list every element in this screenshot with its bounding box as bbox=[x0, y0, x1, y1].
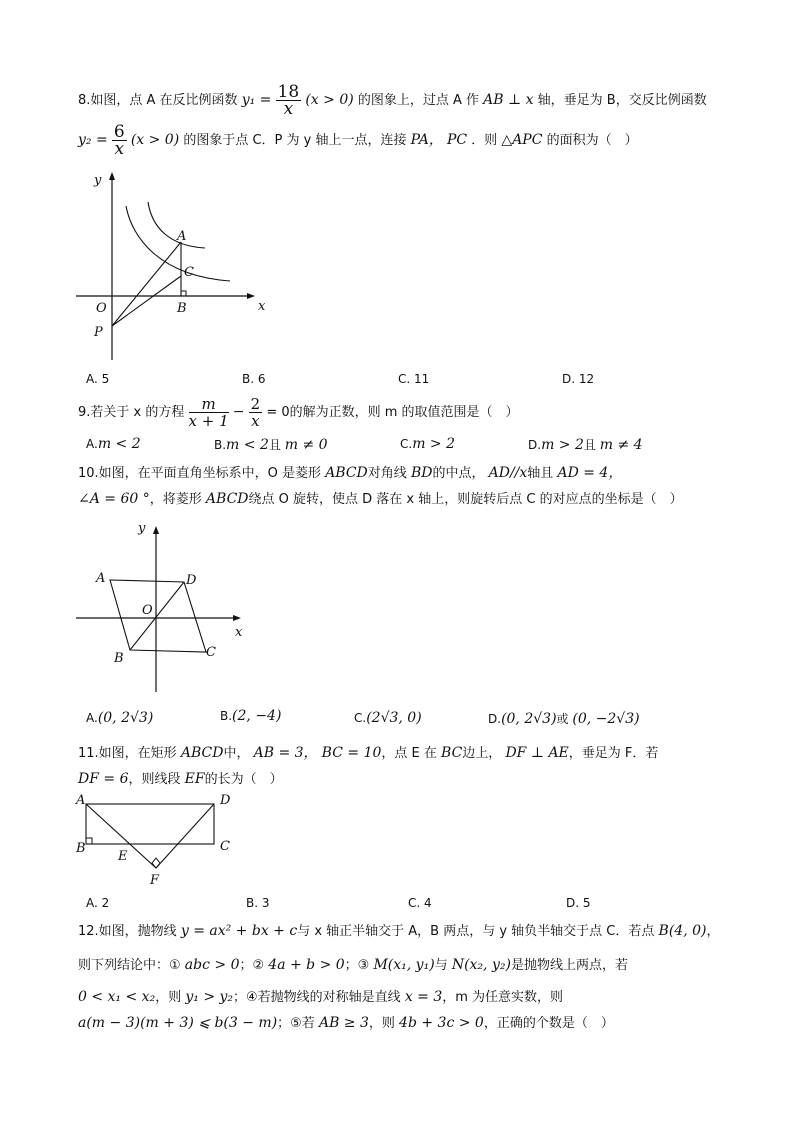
q10-figure bbox=[70, 512, 270, 702]
q11-line1: 11.如图，在矩形 ABCD中， AB = 3， BC = 10，点 E 在 BC边上， DF ⊥ AE，垂足为 F．若 bbox=[78, 745, 659, 761]
q8-pc: PC bbox=[446, 132, 468, 148]
q8-option-c[interactable]: C. 11 bbox=[398, 372, 430, 386]
q11-label-f: F bbox=[150, 873, 160, 888]
q9-text: = 0的解为正数，则 m 的取值范围是（ ） bbox=[266, 405, 519, 420]
q9-option-c[interactable]: C.m > 2 bbox=[400, 436, 456, 452]
q8-cond2: (x > 0) bbox=[130, 132, 180, 148]
q11-segment-df bbox=[156, 804, 214, 868]
q11-line2: DF = 6，则线段 EF的长为（ ） bbox=[78, 771, 283, 787]
q11-label-d: D bbox=[220, 793, 231, 808]
q8-right-angle bbox=[181, 291, 186, 296]
q9-fraction-2: $\frac{2}{x}$ bbox=[250, 395, 261, 430]
q10-label-x: x bbox=[235, 625, 243, 640]
q8-text: ．则 bbox=[471, 133, 498, 148]
q11-label-c: C bbox=[220, 839, 230, 854]
q8-triangle: △APC bbox=[501, 132, 543, 148]
q8-y-arrow bbox=[109, 172, 115, 180]
q10-line1: 10.如图，在平面直角坐标系中，O 是菱形 ABCD对角线 BD的中点， AD//x轴且 AD = 4， bbox=[78, 465, 623, 481]
q11-rectangle bbox=[86, 804, 214, 844]
q8-perp: AB ⊥ x bbox=[483, 92, 534, 108]
q8-label-p: P bbox=[94, 325, 103, 340]
q8-option-a[interactable]: A. 5 bbox=[86, 372, 110, 386]
q8-option-b[interactable]: B. 6 bbox=[242, 372, 266, 386]
q12-line2: 则下列结论中：① abc > 0；② 4a + b > 0；③ M(x₁, y₁)与 N(x₂, y₂)是抛物线上两点，若 bbox=[78, 957, 628, 973]
q9-fraction-m: $\frac{m}{x + 1}$ bbox=[188, 395, 229, 430]
q9-option-d[interactable]: D.m > 2且 m ≠ 4 bbox=[528, 437, 643, 453]
q12-line4: a(m − 3)(m + 3) ⩽ b(3 − m)；⑤若 AB ≥ 3，则 4b + 3c > 0，正确的个数是（ ） bbox=[78, 1015, 614, 1031]
q11-label-b: B bbox=[76, 841, 86, 856]
q11-option-c[interactable]: C. 4 bbox=[408, 896, 432, 910]
q8-text: 的面积为（ ） bbox=[546, 133, 638, 148]
q8-pa: PA， bbox=[410, 132, 443, 148]
q8-func-y1: y₁ = bbox=[241, 92, 272, 108]
q8-label-a: A bbox=[177, 229, 187, 244]
q8-text: 8.如图，点 A 在反比例函数 bbox=[78, 93, 238, 108]
q10-option-c[interactable]: C.(2√3, 0) bbox=[354, 710, 422, 726]
q10-x-arrow bbox=[233, 615, 241, 621]
q8-label-x: x bbox=[258, 299, 266, 314]
q8-label-b: B bbox=[177, 301, 187, 316]
q8-text: 轴，垂足为 B，交反比例函数 bbox=[537, 93, 707, 108]
q11-figure bbox=[70, 790, 250, 890]
q8-line2 bbox=[78, 122, 638, 159]
q10-line2: ∠A = 60 °，将菱形 ABCD绕点 O 旋转，使点 D 落在 x 轴上，则旋转后点 C 的对应点的坐标是（ ） bbox=[78, 491, 683, 507]
q12-line1: 12.如图，抛物线 y = ax² + bx + c与 x 轴正半轴交于 A，B 两点，与 y 轴负半轴交于点 C．若点 B(4, 0)， bbox=[78, 923, 720, 939]
q10-label-a: A bbox=[96, 571, 106, 586]
q10-diagonal-bd bbox=[130, 582, 184, 650]
q8-text: 的图象于点 C．P 为 y 轴上一点，连接 bbox=[183, 133, 407, 148]
q10-label-o: O bbox=[142, 603, 153, 618]
q8-option-d[interactable]: D. 12 bbox=[562, 372, 595, 386]
q12-line3: 0 < x₁ < x₂，则 y₁ > y₂；④若抛物线的对称轴是直线 x = 3，m 为任意实数，则 bbox=[78, 989, 564, 1005]
q10-label-b: B bbox=[114, 651, 124, 666]
q11-right-angle-f bbox=[152, 858, 160, 868]
q11-option-b[interactable]: B. 3 bbox=[246, 896, 270, 910]
q8-label-c: C bbox=[184, 265, 194, 280]
q8-fraction-6-over-x: $\frac{6}{x}$ bbox=[113, 122, 125, 159]
q11-option-a[interactable]: A. 2 bbox=[86, 896, 110, 910]
q10-label-d: D bbox=[186, 573, 197, 588]
q10-option-a[interactable]: A.(0, 2√3) bbox=[86, 710, 154, 726]
q9-option-b[interactable]: B.m < 2且 m ≠ 0 bbox=[214, 437, 328, 453]
q8-label-o: O bbox=[96, 301, 107, 316]
q9-line bbox=[78, 394, 519, 430]
q11-label-a: A bbox=[76, 793, 86, 808]
q8-fraction-18-over-x: $\frac{18}{x}$ bbox=[277, 82, 300, 119]
q10-y-arrow bbox=[153, 526, 159, 534]
q10-label-c: C bbox=[206, 645, 216, 660]
q8-line1 bbox=[78, 82, 707, 119]
q9-minus: − bbox=[232, 404, 245, 420]
q8-x-arrow bbox=[247, 293, 255, 299]
q10-option-d[interactable]: D.(0, 2√3)或 (0, −2√3) bbox=[488, 711, 640, 727]
q10-label-y: y bbox=[138, 521, 146, 536]
q10-option-b[interactable]: B.(2, −4) bbox=[220, 708, 282, 724]
q9-option-a[interactable]: A.m < 2 bbox=[86, 436, 141, 452]
q8-figure bbox=[70, 168, 280, 368]
q9-text: 9.若关于 x 的方程 bbox=[78, 405, 185, 420]
q10-rhombus bbox=[110, 580, 206, 652]
q8-cond: (x > 0) bbox=[305, 92, 354, 108]
q8-text: 的图象上，过点 A 作 bbox=[357, 93, 479, 108]
q11-option-d[interactable]: D. 5 bbox=[566, 896, 591, 910]
q8-func-y2: y₂ = bbox=[78, 132, 108, 148]
q11-right-angle-b bbox=[86, 838, 92, 844]
q11-label-e: E bbox=[118, 849, 128, 864]
q8-label-y: y bbox=[94, 173, 102, 188]
